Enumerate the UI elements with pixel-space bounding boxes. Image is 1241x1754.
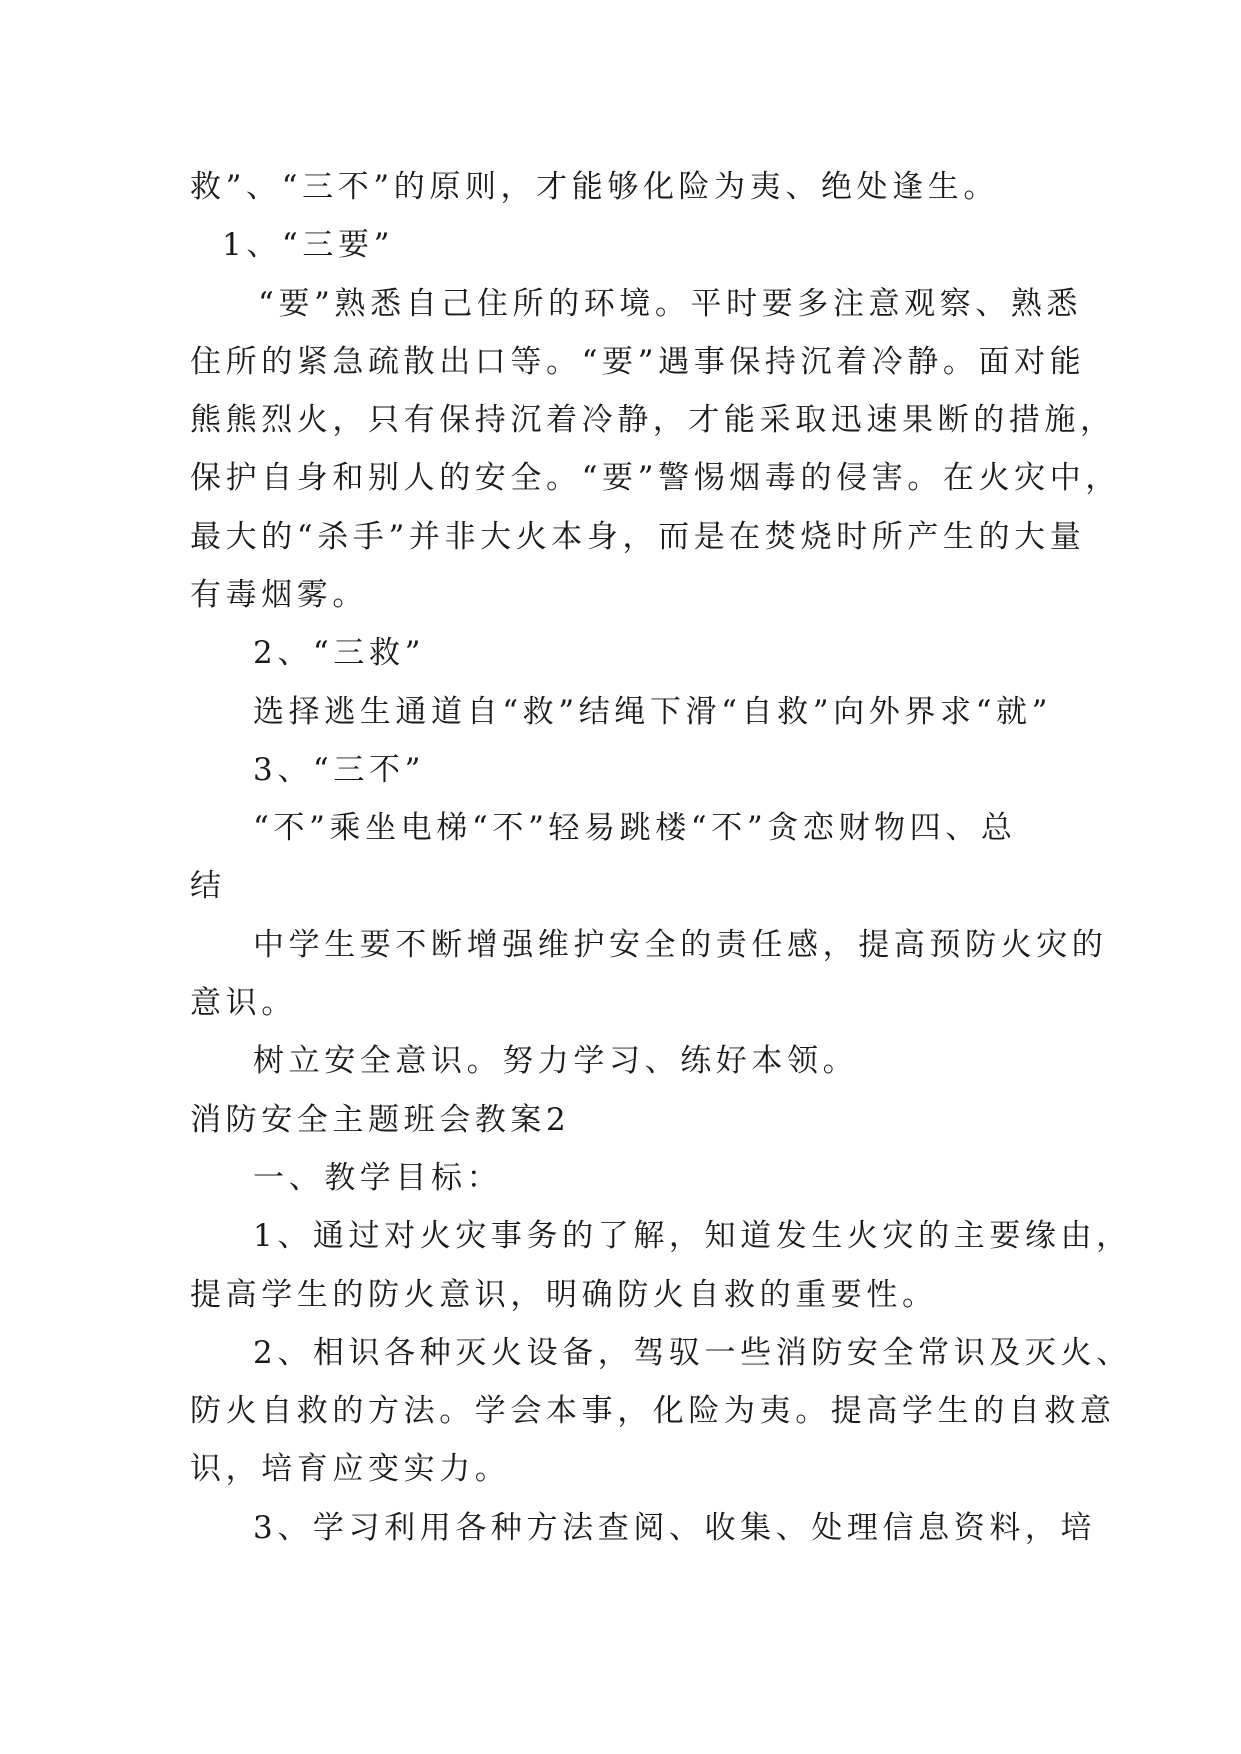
text-line: 保护自身和别人的安全。“要”警惕烟毒的侵害。在火灾中， [190,460,1121,496]
text-line: 防火自救的方法。学会本事，化险为夷。提高学生的自救意 [190,1393,1116,1429]
text-line: 结 [190,868,226,904]
text-line: 2、相识各种灭火设备，驾驭一些消防安全常识及灭火、 [253,1335,1132,1371]
text-line: “不”乘坐电梯“不”轻易跳楼“不”贪恋财物四、总 [253,810,1017,846]
text-line: 有毒烟雾。 [190,577,368,613]
text-line: 意识。 [190,985,297,1021]
section-title: 消防安全主题班会教案2 [190,1102,571,1138]
text-line: 1、“三要” [222,227,395,263]
text-line: “要”熟悉自己住所的环境。平时要多注意观察、熟悉 [258,286,1083,322]
text-line: 1、通过对火灾事务的了解，知道发生火灾的主要缘由， [253,1218,1132,1254]
text-line: 熊熊烈火，只有保持沉着冷静，才能采取迅速果断的措施， [190,402,1116,438]
text-line: 救”、“三不”的原则，才能够化险为夷、绝处逢生。 [190,169,999,205]
text-line: 树立安全意识。努力学习、练好本领。 [253,1043,859,1079]
text-line: 3、学习利用各种方法查阅、收集、处理信息资料，培 [253,1510,1097,1546]
text-line: 提高学生的防火意识，明确防火自救的重要性。 [190,1277,938,1313]
text-line: 选择逃生通道自“救”结绳下滑“自救”向外界求“就” [253,694,1053,730]
text-line: 中学生要不断增强维护安全的责任感，提高预防火灾的 [253,927,1108,963]
text-line: 3、“三不” [253,752,426,788]
text-line: 住所的紧急疏散出口等。“要”遇事保持沉着冷静。面对能 [190,344,1086,380]
text-line: 最大的“杀手”并非大火本身，而是在焚烧时所产生的大量 [190,519,1086,555]
text-line: 识，培育应变实力。 [190,1451,511,1487]
text-line: 2、“三救” [253,635,426,671]
text-line: 一、教学目标： [253,1160,503,1196]
